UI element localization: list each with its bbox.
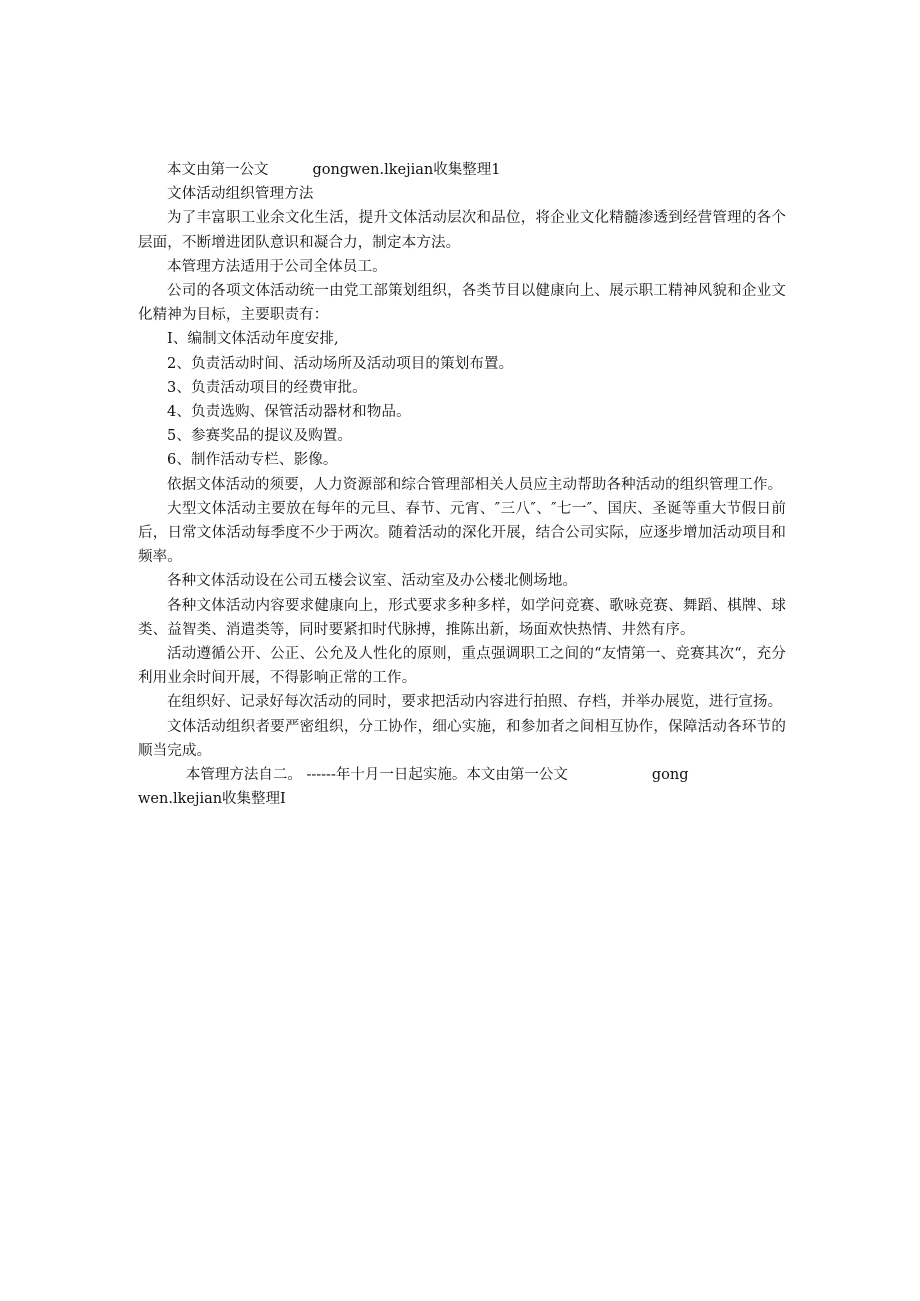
source-header [138, 158, 786, 182]
paragraph-purpose: 为了丰富职工业余文化生活，提升文体活动层次和品位，将企业文化精髓渗透到经营管理的各个层面，不断增进团队意识和凝合力，制定本方法。 [138, 210, 786, 251]
paragraph-support: 依据文体活动的须要，人力资源部和综合管理部相关人员应主动帮助各种活动的组织管理工作。 [167, 476, 783, 493]
paragraph-venue: 各种文体活动设在公司五楼会议室、活动室及办公楼北侧场地。 [167, 573, 578, 590]
implementation-footer [138, 763, 786, 787]
list-item-6: 6、制作活动专栏、影像。 [167, 452, 338, 469]
paragraph-principles: 活动遵循公开、公正、公允及人性化的原则，重点强调职工之间的“友情第一、竞赛其次“，充分利用业余时间开展，不得影响正常的工作。 [138, 646, 786, 687]
document-title: 文体活动组织管理方法 [167, 186, 314, 203]
footer-site-part1: gong [651, 767, 689, 784]
list-item-1: I、编制文体活动年度安排, [167, 331, 339, 348]
paragraph-organizers: 文体活动组织者要严密组织，分工协作，细心实施，和参加者之间相互协作，保障活动各环节的顺当完成。 [138, 718, 786, 759]
paragraph-scope: 本管理方法适用于公司全体员工。 [167, 258, 387, 275]
paragraph-records: 在组织好、记录好每次活动的同时，要求把活动内容进行拍照、存档，并举办展览，进行宣扬。 [167, 694, 783, 711]
source-site: gongwen.lkejian收集整理1 [312, 162, 501, 178]
paragraph-schedule: 大型文体活动主要放在每年的元旦、春节、元宵、″三八″、″七一″、国庆、圣诞等重大节假日前后，日常文体活动每季度不少于两次。随着活动的深化开展，结合公司实际，应逐步增加活动项目和频率。 [138, 500, 786, 566]
list-item-4: 4、负责选购、保管活动器材和物品。 [167, 404, 411, 421]
footer-site-part2: wen.lkejian收集整理I [138, 791, 286, 808]
implementation-text: 本管理方法自二。 ------年十月一日起实施。本文由第一公文 [185, 767, 568, 784]
paragraph-responsibility: 公司的各项文体活动统一由党工部策划组织，各类节目以健康向上、展示职工精神风貌和企业文化精神为目标，主要职责有： [138, 283, 786, 324]
list-item-2: 2、负责活动时间、活动场所及活动项目的策划布置。 [167, 355, 514, 372]
document-page [138, 158, 786, 811]
list-item-5: 5、参赛奖品的提议及购置。 [167, 428, 353, 445]
footer-site-line [138, 787, 786, 811]
list-item-3: 3、负责活动项目的经费审批。 [167, 379, 367, 396]
paragraph-content: 各种文体活动内容要求健康向上，形式要求多种多样，如学问竞赛、歌咏竞赛、舞蹈、棋牌、球类、益智类、消遣类等，同时要紧扣时代脉搏，推陈出新，场面欢快热情、井然有序。 [138, 597, 786, 638]
source-prefix: 本文由第一公文 [167, 162, 269, 178]
